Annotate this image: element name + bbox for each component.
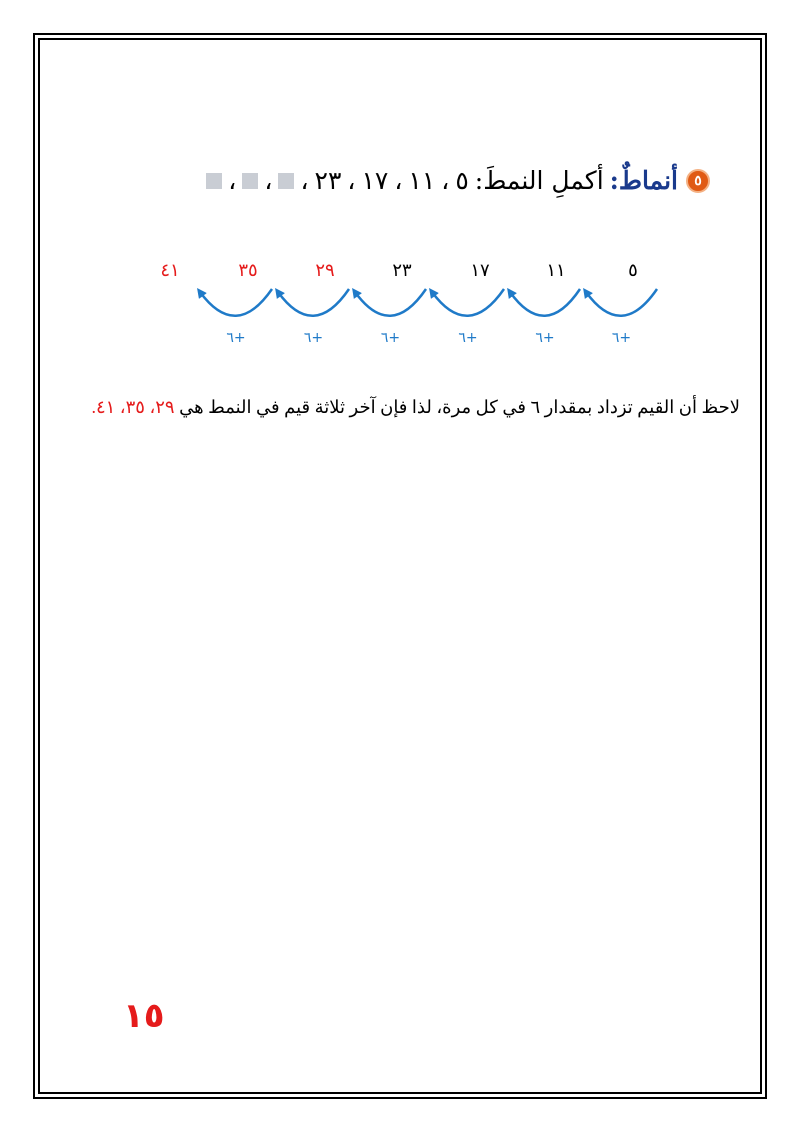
sequence-term: ١٧: [361, 166, 389, 195]
sequence-term: ٥: [455, 166, 469, 195]
step-label: ٦+: [458, 330, 478, 346]
explanation-sentence: لاحظ أن القيم تزداد بمقدار ٦ في كل مرة، لذا فإن آخر ثلاثة قيم في النمط هي: [179, 397, 740, 417]
sequence-separator: ،: [300, 166, 309, 195]
pattern-value: ٤١: [160, 260, 180, 281]
sequence-separator: ،: [441, 166, 450, 195]
blank-box: [206, 173, 222, 189]
sequence-term: ١١: [408, 166, 436, 195]
blank-box: [242, 173, 258, 189]
problem-number-badge: ٥: [686, 169, 710, 193]
problem-prompt: أكملِ النمطَ:: [474, 166, 604, 195]
step-label: ٦+: [380, 330, 401, 346]
problem-statement: [206, 166, 710, 195]
pattern-value: ٢٣: [392, 260, 412, 281]
problem-keyword: أنماطٌ:: [609, 166, 678, 195]
step-label: ٦+: [611, 330, 632, 346]
step-label: ٦+: [226, 330, 246, 346]
page-border-inner: [38, 38, 762, 1094]
pattern-value: ١١: [546, 260, 566, 281]
explanation-answer: ٢٩، ٣٥، ٤١.: [91, 397, 175, 417]
sequence-separator: ،: [228, 166, 237, 195]
sequence-separator: ،: [347, 166, 356, 195]
pattern-value: ٢٩: [315, 260, 335, 281]
sequence-separator: ،: [394, 166, 403, 195]
sequence-separator: ،: [264, 166, 273, 195]
sequence-term: ٢٣: [314, 166, 342, 195]
pattern-value: ١٧: [470, 260, 490, 281]
blank-box: [278, 173, 294, 189]
page-number: ١٥: [123, 996, 165, 1036]
pattern-value: ٥: [628, 260, 638, 281]
explanation-text: [91, 397, 740, 418]
step-label: ٦+: [303, 330, 324, 346]
pattern-value: ٣٥: [238, 260, 258, 281]
step-label: ٦+: [535, 330, 555, 346]
